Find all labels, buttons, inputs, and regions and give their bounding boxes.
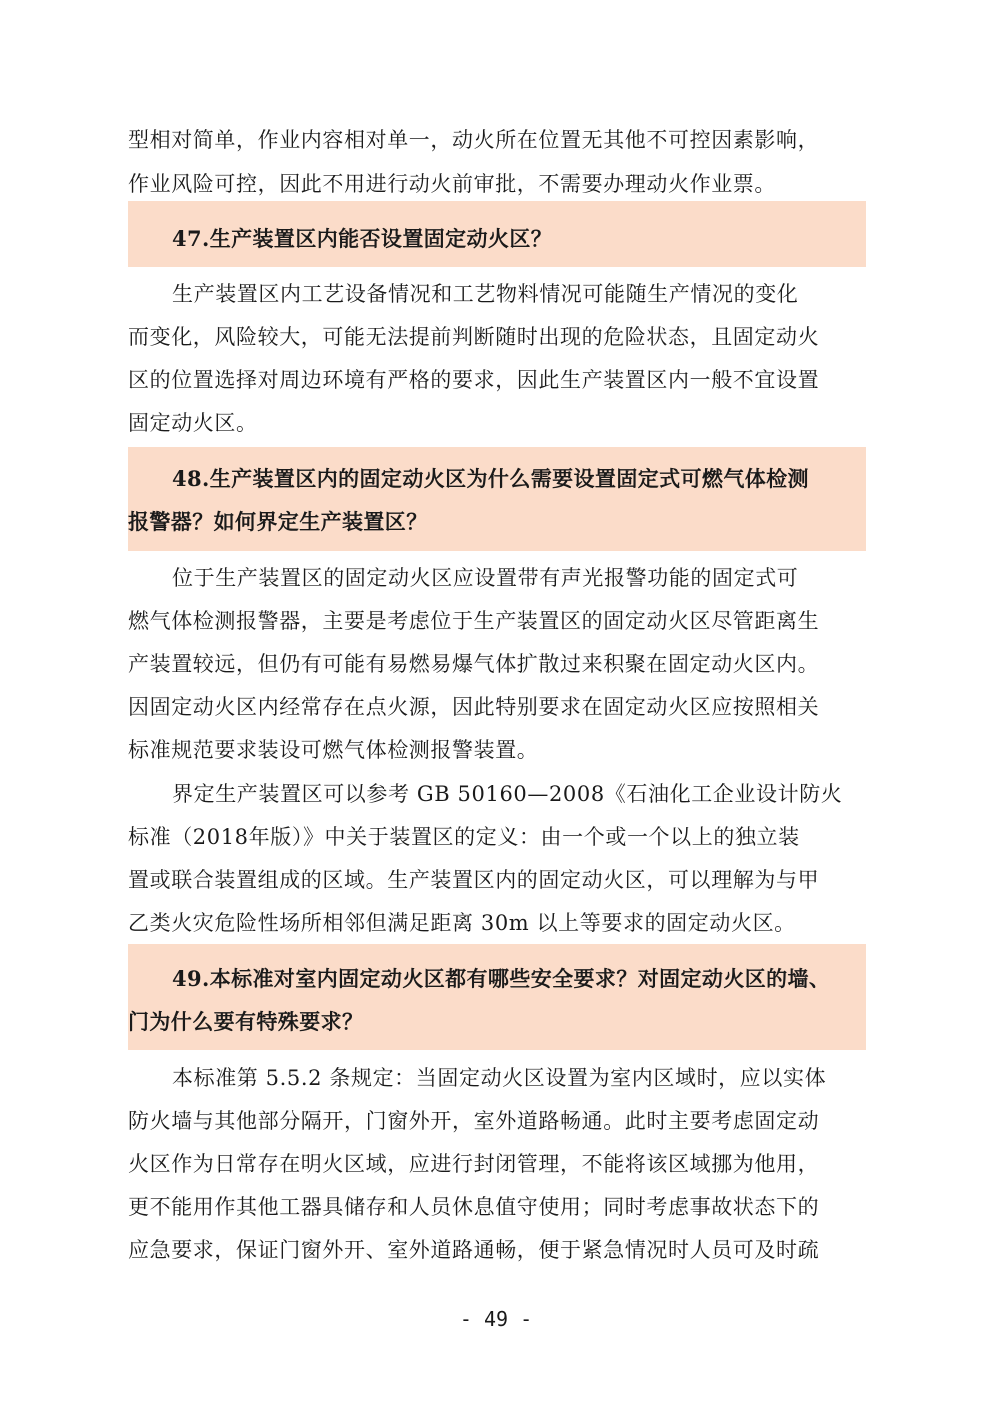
answer-49-line: 更不能用作其他工器具储存和人员休息值守使用；同时考虑事故状态下的 xyxy=(128,1195,820,1219)
paragraph-line: 作业风险可控，因此不用进行动火前审批，不需要办理动火作业票。 xyxy=(128,172,776,196)
answer-48-line: 位于生产装置区的固定动火区应设置带有声光报警功能的固定式可 xyxy=(172,566,799,590)
question-48-line: 48.生产装置区内的固定动火区为什么需要设置固定式可燃气体检测 xyxy=(172,466,809,491)
answer-47-line: 而变化，风险较大，可能无法提前判断随时出现的危险状态，且固定动火 xyxy=(128,325,820,349)
paragraph-line: 型相对简单，作业内容相对单一，动火所在位置无其他不可控因素影响， xyxy=(128,128,820,152)
answer-49-line: 防火墙与其他部分隔开，门窗外开，室外道路畅通。此时主要考虑固定动 xyxy=(128,1109,820,1133)
answer-47-line: 区的位置选择对周边环境有严格的要求，因此生产装置区内一般不宜设置 xyxy=(128,368,820,392)
answer-48-line: 置或联合装置组成的区域。生产装置区内的固定动火区，可以理解为与甲 xyxy=(128,868,820,892)
answer-49-line: 本标准第 5.5.2 条规定：当固定动火区设置为室内区域时，应以实体 xyxy=(172,1066,827,1090)
page-number: - 49 - xyxy=(459,1307,533,1331)
answer-48-line: 标准（2018年版）》中关于装置区的定义：由一个或一个以上的独立装 xyxy=(128,825,800,849)
question-47-line: 47.生产装置区内能否设置固定动火区？ xyxy=(172,226,553,251)
answer-47-line: 固定动火区。 xyxy=(128,411,258,435)
question-48-line: 报警器？如何界定生产装置区？ xyxy=(128,509,428,534)
answer-48-line: 产装置较远，但仍有可能有易燃易爆气体扩散过来积聚在固定动火区内。 xyxy=(128,652,820,676)
answer-49-line: 火区作为日常存在明火区域，应进行封闭管理，不能将该区域挪为他用， xyxy=(128,1152,820,1176)
question-49-line: 49.本标准对室内固定动火区都有哪些安全要求？对固定动火区的墙、 xyxy=(172,966,831,991)
answer-48-line: 标准规范要求装设可燃气体检测报警装置。 xyxy=(128,738,539,762)
answer-49-line: 应急要求，保证门窗外开、室外道路通畅，便于紧急情况时人员可及时疏 xyxy=(128,1238,820,1262)
answer-48-line: 乙类火灾危险性场所相邻但满足距离 30m 以上等要求的固定动火区。 xyxy=(128,911,796,935)
answer-48-line: 燃气体检测报警器，主要是考虑位于生产装置区的固定动火区尽管距离生 xyxy=(128,609,820,633)
answer-47-line: 生产装置区内工艺设备情况和工艺物料情况可能随生产情况的变化 xyxy=(172,282,799,306)
answer-48-line: 因固定动火区内经常存在点火源，因此特别要求在固定动火区应按照相关 xyxy=(128,695,820,719)
answer-48-line: 界定生产装置区可以参考 GB 50160—2008《石油化工企业设计防火 xyxy=(172,782,843,806)
question-49-line: 门为什么要有特殊要求？ xyxy=(128,1009,364,1034)
